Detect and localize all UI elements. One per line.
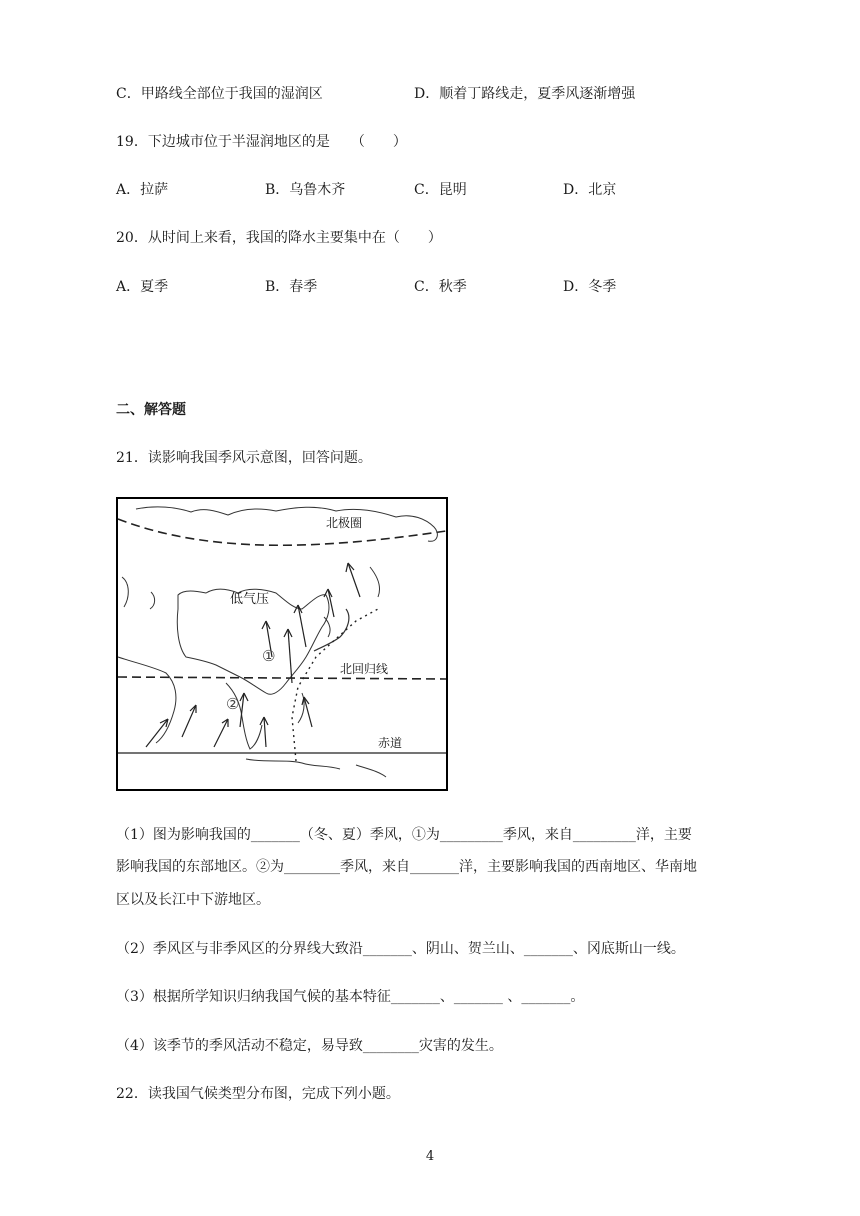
- label-equator: 赤道: [378, 736, 403, 750]
- q20-option-b: B．春季: [265, 279, 318, 295]
- q20-stem: 20．从时间上来看，我国的降水主要集中在（ ）: [116, 230, 442, 246]
- q19-option-d: D．北京: [563, 182, 617, 198]
- q22-stem: 22．读我国气候类型分布图，完成下列小题。: [116, 1086, 400, 1102]
- q20-option-a: A．夏季: [116, 279, 169, 295]
- q21-part1-line2: 影响我国的东部地区。②为________季风，来自_______洋，主要影响我国的西南地区、华南地: [116, 859, 697, 875]
- q21-part1-line1: （1）图为影响我国的_______（冬、夏）季风，①为_________季风，来自_________洋，主要: [116, 827, 692, 843]
- q20-option-d: D．冬季: [563, 279, 617, 295]
- monsoon-map-figure: [116, 497, 448, 791]
- q21-part4: （4）该季节的季风活动不稳定，易导致________灾害的发生。: [116, 1038, 503, 1054]
- q20-option-c: C．秋季: [414, 279, 467, 295]
- label-low-pressure: 低气压: [230, 591, 270, 606]
- q19-option-c: C．昆明: [414, 182, 467, 198]
- q21-part2: （2）季风区与非季风区的分界线大致沿_______、阴山、贺兰山、_______、冈底斯山一线。: [116, 941, 685, 957]
- section-title: 二、解答题: [116, 402, 186, 418]
- page-number: 4: [425, 1149, 435, 1164]
- label-arctic-circle: 北极圈: [326, 516, 363, 530]
- q19-option-a: A．拉萨: [116, 182, 169, 198]
- q21-stem: 21．读影响我国季风示意图，回答问题。: [116, 450, 372, 466]
- monsoon-map: [116, 497, 448, 791]
- q21-part1-line3: 区以及长江中下游地区。: [116, 892, 270, 908]
- q19-option-b: B．乌鲁木齐: [265, 182, 346, 198]
- label-tropic: 北回归线: [340, 662, 389, 676]
- label-mark-2: ②: [226, 695, 240, 713]
- q19-stem: 19．下边城市位于半湿润地区的是 （ ）: [116, 134, 407, 150]
- label-mark-1: ①: [262, 647, 276, 665]
- q21-part3: （3）根据所学知识归纳我国气候的基本特征_______、_______ 、_______。: [116, 989, 585, 1005]
- q18-option-c: C．甲路线全部位于我国的湿润区: [116, 86, 323, 102]
- q18-option-d: D．顺着丁路线走，夏季风逐渐增强: [414, 86, 636, 102]
